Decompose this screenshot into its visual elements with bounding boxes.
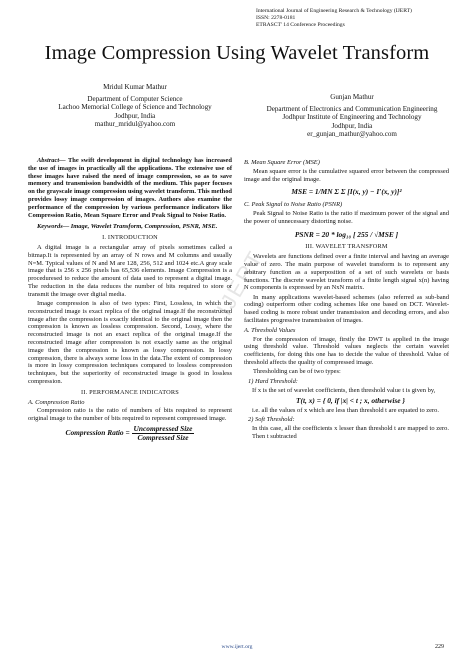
equation-numerator: Uncompressed Size	[133, 424, 193, 433]
right-column	[244, 157, 449, 442]
author-inst: Lachoo Memorial College of Science and Technology	[58, 103, 212, 111]
paragraph: If x is the set of wavelet coefficients, then threshold value t is given by,	[252, 386, 436, 394]
equation-fraction	[132, 425, 195, 442]
keywords-text: Image, Wavelet Transform, Compression, PSNR, MSE.	[69, 223, 218, 231]
paragraph: For the compression of image, firstly the DWT is applied in the image using threshold value. Threshold values neglects the certain wavelet coefficients, for doing this one has to decide the value of threshold. Value of threshold affects the quality of compressed image.	[244, 335, 449, 367]
left-column	[28, 157, 232, 444]
author-inst: Jodhpur Institute of Engineering and Technology	[282, 113, 422, 121]
section-heading: II. PERFORMANCE INDICATORS	[81, 388, 179, 396]
author-block-1	[40, 83, 230, 129]
author-name: Mridul Kumar Mathur	[103, 83, 167, 91]
section-heading: I. INTRODUCTION	[102, 234, 158, 242]
hard-threshold-heading: 1) Hard Threshold:	[248, 378, 298, 386]
page-number: 229	[435, 644, 444, 650]
paragraph: Compression ratio is the ratio of numbers of bits required to represent original image to the number of bits required to represent compressed image.	[28, 407, 232, 423]
header-line-2: ISSN: 2278-0181	[256, 15, 296, 22]
author-city: Jodhpur, India	[331, 121, 373, 130]
soft-threshold-heading: 2) Soft Threshold:	[248, 416, 295, 424]
author-city: Jodhpur, India	[114, 111, 156, 120]
equation-psnr: PSNR = 20 * log₁₀ [ 255 / √MSE ]	[294, 229, 399, 239]
paragraph: In this case, all the coefficients x lesser than threshold t are mapped to zero. Then t subtracted	[252, 425, 449, 440]
paragraph: Thresholding can be of two types:	[253, 368, 341, 376]
paragraph: Peak Signal to Noise Ratio is the ratio if maximum power of the signal and the power of unnecessary distorting noise.	[244, 209, 449, 225]
abstract-text: The swift development in digital technology has increased the use of images in practically all the applications. The extensive use of these images have raised the need of image compression, so as to save memory and transmission bandwidth of the medium. This paper focuses on the grayscale image compression using wavelet transform. This method provides lossy image compression of images. Authors also examine the performance of the compression by various performance indicators like Compression Ratio, Mean Square Error and Peak Signal to Noise Ratio.	[28, 157, 232, 219]
paragraph: Image compression is also of two types: First, Lossless, in which the reconstructed image is exact replica of the original image.If the reconstructed image after the compression is exactly identical to the original image then the compression is known as lossless compression. Second, Lossy, where the reconstructed image is not an exact replica of the original image.If the reconstructed image after compression is not exactly same as the original image then the compression is known as lossy compression. In lossy compression, there is always some loss in the data.The extent of compression is more in lossy compression techniques compared to lossless compression techniques, but the superiority of reconstructed image is good in lossless compression.	[28, 300, 232, 386]
equation-hard-threshold: T(t, x) = { 0, if |x| < t ; x, otherwise }	[296, 395, 405, 405]
subsection-heading: A. Compression Ratio	[28, 398, 85, 406]
author-name: Gunjan Mathur	[330, 93, 374, 101]
subsection-heading: A. Threshold Values	[244, 326, 296, 334]
author-email[interactable]: mathur_mridul@yahoo.com	[94, 120, 176, 128]
header-line-1: International Journal of Engineering Research & Technology (IJERT)	[256, 8, 412, 14]
footer-url[interactable]: www.ijert.org	[221, 644, 253, 650]
watermark: IJERT	[211, 245, 269, 320]
author-dept: Department of Computer Science	[87, 94, 183, 103]
subsection-heading: C. Peak Signal to Noise Ratio (PSNR)	[244, 201, 343, 209]
author-block-2	[246, 93, 458, 139]
abstract-label: Abstract—	[37, 157, 66, 164]
paragraph: i.e. all the values of x which are less than threshold t are equated to zero.	[252, 406, 439, 414]
keywords	[28, 223, 232, 231]
paragraph: Wavelets are functions defined over a finite interval and having an average value of zero. The main purpose of wavelet transform is to represent any arbitrary function as a superposition of a set of such wavelets or basis functions. The discrete wavelet transform of a finite length signal x(n) having N components is expressed by an NxN matrix.	[244, 253, 449, 292]
author-dept: Department of Electronics and Communication Engineering	[266, 104, 438, 113]
soft-threshold-block	[244, 425, 449, 441]
equation-mse: MSE = 1/MN Σ Σ [I(x, y) − I′(x, y)]²	[291, 187, 402, 197]
abstract	[28, 157, 232, 219]
header-line-3: ETRASCT' 14 Conference Proceedings	[256, 22, 345, 29]
hard-threshold-block	[244, 387, 449, 414]
paragraph: Mean square error is the cumulative squared error between the compressed image and the original image.	[244, 167, 449, 183]
keywords-label: Keywords—	[37, 223, 70, 231]
equation-compression-ratio	[28, 425, 232, 442]
author-email[interactable]: er_gunjan_mathur@yahoo.com	[307, 130, 397, 138]
subsection-heading: B. Mean Square Error (MSE)	[244, 159, 320, 166]
paragraph: In many applications wavelet-based schemes (also referred as sub-band coding) outperform other coding schemes like one based on DCT. Wavelet-based coding is more robust under transmission and decoding errors, and also facilitates progressive transmission of images.	[244, 293, 449, 325]
equation-denominator: Compressed Size	[137, 432, 189, 442]
paragraph: A digital image is a rectangular array of pixels sometimes called a bitmap.It is represented by an array of N rows and M columns and usually N=M. Typical values of N and M are 128, 256, 512 and 1024 etc.A gray scale image that is 256 x 256 pixels has 65,536 elements. Image Compression is a proceduresed to reduce the amount of data used to represent a digital image. The reduction in the data reduces the number of bits required to store or transmit the image over digital media.	[28, 243, 232, 298]
section-heading: III. WAVELET TRANSFORM	[305, 243, 388, 251]
equation-lhs: Compression Ratio =	[65, 428, 132, 437]
journal-header	[256, 8, 456, 30]
page-title: Image Compression Using Wavelet Transform	[44, 42, 430, 64]
